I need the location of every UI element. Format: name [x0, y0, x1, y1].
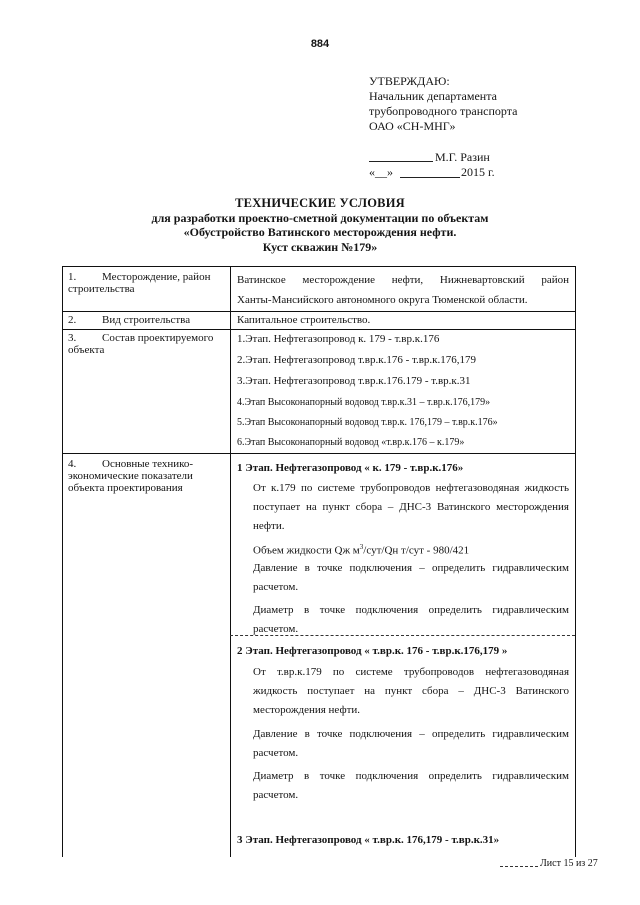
stage-item: 2.Этап. Нефтегазопровод т.вр.к.176 - т.вр.к.176,179	[237, 354, 477, 366]
date-line	[400, 177, 460, 178]
stage1-volume-prefix: Объем жидкости Qж м	[253, 544, 360, 557]
table-row-location	[63, 267, 575, 312]
document-subtitle-line4: Куст скважин №179»	[262, 240, 378, 254]
row4-label	[68, 458, 226, 494]
stage1-heading: 1 Этап. Нефтегазопровод « к. 179 - т.вр.к.176»	[237, 462, 464, 474]
stage1-paragraph: От к.179 по системе трубопроводов нефтегазоводяная жидкость поступает на пункт сбора – ДНС-3 Ватинского месторождения нефти.	[253, 482, 569, 532]
row3-number: 3.	[68, 332, 77, 344]
conditions-table	[62, 266, 576, 857]
stage2-diameter: Диаметр в точке подключения определить гидравлическим расчетом.	[253, 770, 569, 801]
approval-signatory: М.Г. Разин	[435, 150, 490, 164]
approval-organization: ОАО «СН-МНГ»	[369, 119, 456, 133]
stage1-volume-sup: 3	[359, 543, 364, 551]
table-row-construction-type	[63, 311, 575, 330]
stage2-pressure: Давление в точке подключения – определить гидравлическим расчетом.	[253, 728, 569, 759]
row1-number: 1.	[68, 271, 77, 283]
row3-label	[68, 332, 226, 356]
approval-block	[369, 74, 517, 134]
row2-label	[68, 314, 226, 326]
stage3-heading: 3 Этап. Нефтегазопровод « т.вр.к. 176,179 - т.вр.к.31»	[237, 834, 500, 846]
stage2-paragraph: От т.вр.к.179 по системе трубопроводов нефтегазоводяная жидкость поступает на пункт сбора – ДНС-3 Ватинского месторождения нефти.	[253, 666, 569, 716]
document-title: ТЕХНИЧЕСКИЕ УСЛОВИЯ	[235, 196, 405, 210]
sheet-counter: Лист 15 из 27	[540, 858, 598, 869]
approval-date-suffix: 2015 г.	[461, 165, 495, 179]
stage1-diameter: Диаметр в точке подключения определить гидравлическим расчетом.	[253, 604, 569, 635]
page-number: 884	[310, 38, 330, 50]
signature-line	[369, 161, 433, 162]
approval-heading: УТВЕРЖДАЮ:	[369, 74, 450, 88]
document-subtitle-line2: для разработки проектно-сметной документации по объектам	[151, 211, 489, 225]
stage1-volume-suffix: /сут/Qн т/сут - 980/421	[363, 544, 470, 557]
stage2-heading: 2 Этап. Нефтегазопровод « т.вр.к. 176 - т.вр.к.176,179 »	[237, 645, 508, 657]
footer-dash	[500, 866, 538, 867]
table-row-object-composition	[63, 329, 575, 454]
stage-item: 4.Этап Высоконапорный водовод т.вр.к.31 – т.вр.к.176,179»	[237, 397, 491, 408]
table-row-key-indicators	[63, 453, 575, 857]
row1-value-line2: Ханты-Мансийского автономного округа Тюменской области.	[237, 294, 528, 306]
stage1-pressure: Давление в точке подключения – определить гидравлическим расчетом.	[253, 562, 569, 593]
row2-number: 2.	[68, 314, 77, 326]
dashed-divider	[230, 635, 575, 636]
row3-label-text: Состав проектируемого объекта	[68, 332, 214, 356]
row4-label-text: Основные технико-экономические показатели объекта проектирования	[68, 458, 194, 494]
row1-label-text: Месторождение, район строительства	[68, 271, 211, 295]
document-subtitle-line3: «Обустройство Ватинского месторождения нефти.	[183, 225, 457, 239]
stage-item: 6.Этап Высоконапорный водовод «т.вр.к.176 – к.179»	[237, 437, 465, 448]
row1-label	[68, 271, 226, 295]
row4-number: 4.	[68, 458, 77, 470]
row1-value-line1: Ватинское месторождение нефти, Нижневартовский район	[237, 274, 569, 286]
stage1-volume	[253, 538, 569, 561]
stage-item: 3.Этап. Нефтегазопровод т.вр.к.176.179 - т.вр.к.31	[237, 375, 471, 387]
approval-date-prefix: «__»	[369, 165, 393, 179]
row2-value: Капитальное строительство.	[237, 314, 371, 326]
approval-position-line2: трубопроводного транспорта	[369, 104, 518, 118]
approval-position-line1: Начальник департамента	[369, 89, 497, 103]
stage-item: 5.Этап Высоконапорный водовод т.вр.к. 176,179 – т.вр.к.176»	[237, 417, 498, 428]
stage-item: 1.Этап. Нефтегазопровод к. 179 - т.вр.к.176	[237, 333, 440, 345]
row2-label-text: Вид строительства	[102, 314, 191, 326]
